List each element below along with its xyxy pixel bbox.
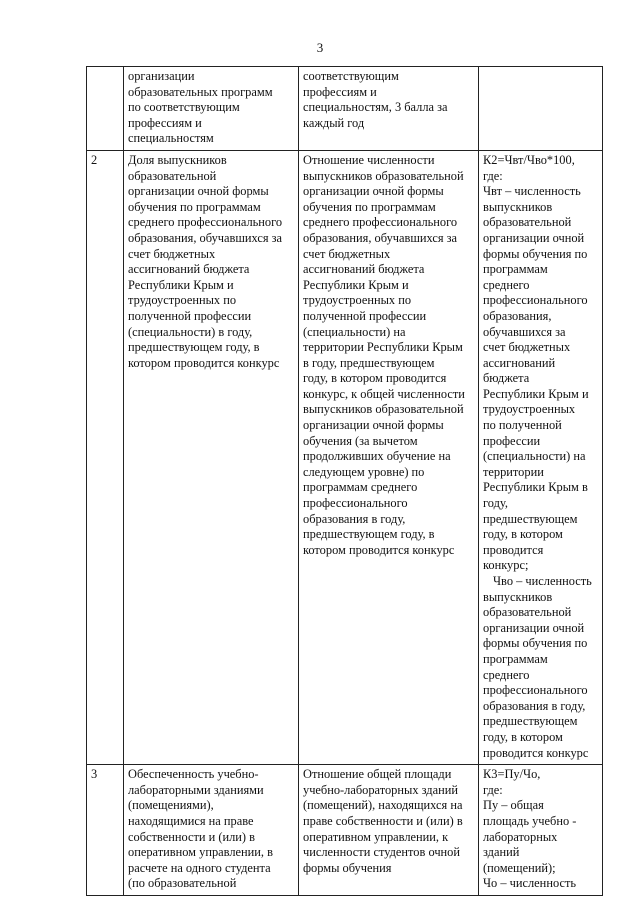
table-row — [87, 765, 603, 896]
formula-cell — [479, 67, 603, 151]
method-cell — [299, 67, 479, 151]
method-text: соответствующим профессиям и специальностям, 3 балла за каждый год — [303, 69, 448, 130]
page-number: 3 — [316, 40, 324, 55]
formula-cell — [479, 765, 603, 896]
method-cell — [299, 150, 479, 764]
indicator-cell — [124, 150, 299, 764]
formula-text: К3=Пу/Чо, где: Пу – общая площадь учебно - лабораторных зданий (помещений); Чо – численность — [483, 767, 577, 891]
method-text: Отношение общей площади учебно-лабораторных зданий (помещений), находящихся на праве собственности и (или) в оперативном управлении, к численности студентов очной формы обучения — [303, 767, 463, 875]
indicator-cell — [124, 67, 299, 151]
formula-text-continued: Чво – численность выпускников образовательной организации очной формы обучения по программам среднего профессионального образования в году, предшествующем году, в котором проводится конкурс — [483, 574, 592, 760]
indicator-cell — [124, 765, 299, 896]
formula-text: К2=Чвт/Чво*100, где: Чвт – численность выпускников образовательной организации очной формы обучения по программам среднего профессионального образования, обучавшихся за счет бюджетных ассигнований бюджета Республики Крым и трудоустроенных по полученной профессии (специальности) на территории Республики Крым в году, предшествующем году, в котором проводится конкурс; — [483, 152, 589, 573]
indicator-text: Доля выпускников образовательной организации очной формы обучения по программам среднего профессионального образования, обучавшихся за счет бюджетных ассигнований бюджета Республики Крым и трудоустроенных по полученной профессии (специальности) в году, предшествующем году, в котором проводится конкурс — [128, 152, 283, 370]
indicator-text: организации образовательных программ по соответствующим профессиям и специальностям — [128, 69, 273, 146]
row-number: 2 — [87, 150, 124, 764]
row-number: 3 — [87, 765, 124, 896]
method-text: Отношение численности выпускников образовательной организации очной формы обучения по программам среднего профессионального образования, обучавшихся за счет бюджетных ассигнований бюджета Республики Крым и трудоустроенных по полученной профессии (специальности) на территории Республики Крым в году, предшествующем году, в котором проводится конкурс, к общей численности выпускников образовательной организации очной формы обучения (за вычетом продолживших обучение на следующем уровне) по программам среднего профессионального образования в году, предшествующем году, в котором проводится конкурс — [303, 152, 465, 557]
criteria-table — [86, 66, 603, 896]
row-number — [87, 67, 124, 151]
table-row — [87, 67, 603, 151]
method-cell — [299, 765, 479, 896]
table-row — [87, 150, 603, 764]
indicator-text: Обеспеченность учебно- лабораторными зданиями (помещениями), находящимися на праве собственности и (или) в оперативном управлении, в расчете на одного студента (по образовательной — [128, 767, 273, 891]
formula-cell — [479, 150, 603, 764]
